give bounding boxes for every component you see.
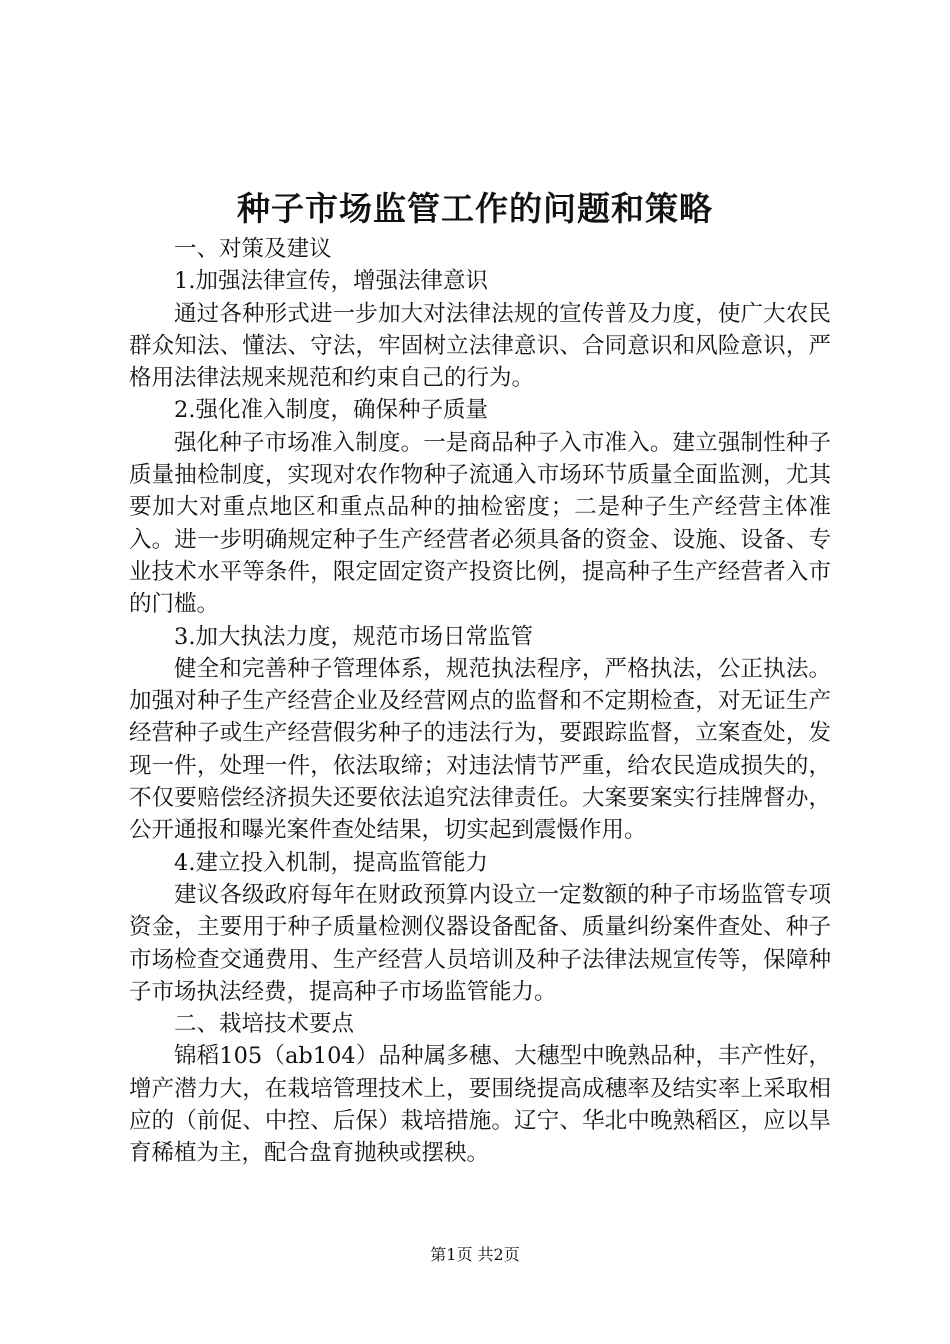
section-heading: 二、栽培技术要点 [174,1011,355,1038]
body-paragraph: 通过各种形式进一步加大对法律法规的宣传普及力度，使广大农民群众知法、懂法、守法，牢固树立法律意识、合同意识和风险意识，严格用法律法规来规范和约束自己的行为。 [129,300,831,392]
body-paragraph: 强化种子市场准入制度。一是商品种子入市准入。建立强制性种子质量抽检制度，实现对农作物种子流通入市场环节质量全面监测，尤其要加大对重点地区和重点品种的抽检密度；二是种子生产经营主体准入。进一步明确规定种子生产经营者必须具备的资金、设施、设备、专业技术水平等条件，限定固定资产投资比例，提高种子生产经营者入市的门槛。 [129,429,831,618]
document-body [129,233,831,1170]
subsection-heading: 4.建立投入机制，提高监管能力 [174,849,488,876]
section-heading: 一、对策及建议 [174,236,332,262]
page-footer: 第1页 共2页 [430,1245,520,1264]
body-paragraph: 健全和完善种子管理体系，规范执法程序，严格执法，公正执法。加强对种子生产经营企业及经营网点的监督和不定期检查，对无证生产经营种子或生产经营假劣种子的违法行为，要跟踪监督，立案查处，发现一件，处理一件，依法取缔；对违法情节严重，给农民造成损失的，不仅要赔偿经济损失还要依法追究法律责任。大案要案实行挂牌督办，公开通报和曝光案件查处结果，切实起到震慑作用。 [129,655,831,844]
document-title: 种子市场监管工作的问题和策略 [237,189,713,228]
subsection-heading: 3.加大执法力度，规范市场日常监管 [174,623,533,650]
body-paragraph: 锦稻105（ab104）品种属多穗、大穗型中晚熟品种，丰产性好，增产潜力大，在栽培管理技术上，要围绕提高成穗率及结实率上采取相应的（前促、中控、后保）栽培措施。辽宁、华北中晚熟稻区，应以旱育稀植为主，配合盘育抛秧或摆秧。 [129,1043,831,1167]
subsection-heading: 1.加强法律宣传，增强法律意识 [174,268,488,295]
body-paragraph: 建议各级政府每年在财政预算内设立一定数额的种子市场监管专项资金，主要用于种子质量检测仪器设备配备、质量纠纷案件查处、种子市场检查交通费用、生产经营人员培训及种子法律法规宣传等，保障种子市场执法经费，提高种子市场监管能力。 [129,881,831,1005]
subsection-heading: 2.强化准入制度，确保种子质量 [174,397,488,424]
